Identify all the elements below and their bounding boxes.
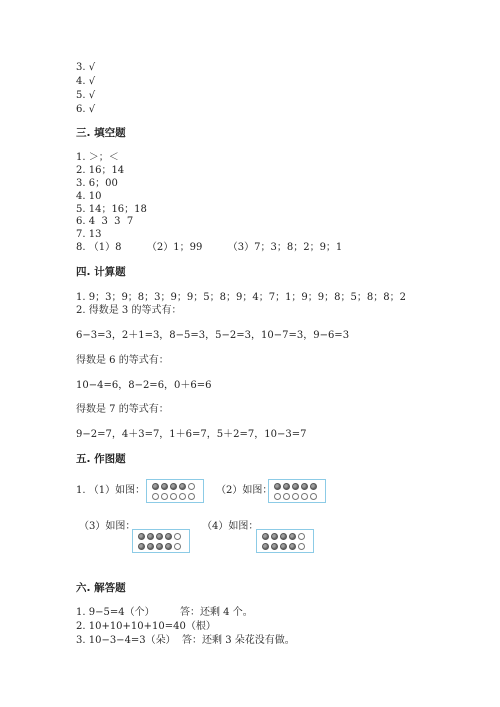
filled-circle-icon: [283, 483, 290, 490]
drawing-label: （2）如图：: [216, 485, 273, 496]
empty-circle-icon: [188, 493, 195, 500]
answer-line: 2. 16；14: [76, 165, 125, 176]
answer-line: 2. 10+10+10+10=40（根）: [76, 621, 216, 632]
empty-circle-icon: [310, 493, 317, 500]
drawing-label: （4）如图：: [202, 521, 259, 532]
empty-circle-icon: [298, 543, 305, 550]
filled-circle-icon: [152, 483, 159, 490]
empty-circle-icon: [283, 493, 290, 500]
filled-circle-icon: [262, 533, 269, 540]
empty-circle-icon: [179, 493, 186, 500]
drawing-label: （3）如图：: [79, 521, 136, 532]
filled-circle-icon: [271, 543, 278, 550]
dot-row: [138, 533, 181, 540]
empty-circle-icon: [188, 483, 195, 490]
empty-circle-icon: [174, 543, 181, 550]
section-title-word-problems: 六. 解答题: [76, 582, 126, 594]
filled-circle-icon: [138, 543, 145, 550]
drawing-label: 1. （1）如图：: [76, 485, 146, 496]
filled-circle-icon: [138, 533, 145, 540]
answer-line: 2. 得数是 3 的等式有：: [76, 305, 182, 316]
answer-line: 得数是 6 的等式有：: [76, 355, 169, 366]
empty-circle-icon: [292, 493, 299, 500]
answer-line: 3. 6；00: [76, 178, 118, 189]
filled-circle-icon: [271, 533, 278, 540]
answer-line: 3. √: [76, 62, 96, 73]
filled-circle-icon: [147, 543, 154, 550]
section-title-calculation: 四. 计算题: [76, 266, 126, 278]
dot-row: [274, 493, 317, 500]
filled-circle-icon: [161, 483, 168, 490]
answer-line: 4. 10: [76, 191, 102, 202]
answer-line: 3. 10−3−4=3（朵） 答：还剩 3 朵花没有做。: [76, 635, 295, 646]
empty-circle-icon: [152, 493, 159, 500]
answer-line: 6−3=3，2＋1=3，8−5=3，5−2=3，10−7=3，9−6=3: [76, 330, 350, 341]
filled-circle-icon: [165, 543, 172, 550]
section-title-fill-blank: 三. 填空题: [76, 127, 126, 139]
answer-line: 1. ＞；＜: [76, 152, 119, 163]
empty-circle-icon: [174, 533, 181, 540]
filled-circle-icon: [310, 483, 317, 490]
answer-line: 9−2=7，4＋3=7，1＋6=7，5＋2=7，10−3=7: [76, 429, 307, 440]
filled-circle-icon: [292, 483, 299, 490]
filled-circle-icon: [274, 483, 281, 490]
filled-circle-icon: [156, 533, 163, 540]
filled-circle-icon: [262, 543, 269, 550]
dot-row: [274, 483, 317, 490]
dot-frame: [256, 529, 314, 553]
dot-row: [152, 493, 195, 500]
answer-line: 6. √: [76, 104, 96, 115]
empty-circle-icon: [301, 493, 308, 500]
answer-line: 8. （1）8 （2）1；99 （3）7；3；8；2；9；1: [76, 242, 343, 253]
filled-circle-icon: [280, 543, 287, 550]
answer-line: 1. 9−5=4（个） 答：还剩 4 个。: [76, 607, 253, 618]
dot-frame: [132, 529, 190, 553]
empty-circle-icon: [274, 493, 281, 500]
filled-circle-icon: [280, 533, 287, 540]
filled-circle-icon: [147, 533, 154, 540]
answer-line: 1. 9；3；9；8；3；9；9；5；8；9；4；7；1；9；9；8；5；8；8；2: [76, 292, 406, 303]
answer-line: 10−4=6，8−2=6，0＋6=6: [76, 380, 212, 391]
dot-row: [262, 543, 305, 550]
filled-circle-icon: [289, 533, 296, 540]
filled-circle-icon: [165, 533, 172, 540]
answer-line: 5. 14；16；18: [76, 204, 147, 215]
dot-row: [262, 533, 305, 540]
answer-line: 7. 13: [76, 229, 102, 240]
filled-circle-icon: [289, 543, 296, 550]
filled-circle-icon: [170, 483, 177, 490]
answer-line: 得数是 7 的等式有：: [76, 404, 169, 415]
dot-frame: [146, 479, 204, 503]
answer-line: 4. √: [76, 76, 96, 87]
empty-circle-icon: [161, 493, 168, 500]
dot-row: [138, 543, 181, 550]
answer-line: 5. √: [76, 90, 96, 101]
dot-row: [152, 483, 195, 490]
filled-circle-icon: [301, 483, 308, 490]
empty-circle-icon: [298, 533, 305, 540]
answer-line: 6. 4 3 3 7: [76, 216, 134, 227]
section-title-drawing: 五. 作图题: [76, 453, 126, 465]
filled-circle-icon: [156, 543, 163, 550]
empty-circle-icon: [170, 493, 177, 500]
dot-frame: [268, 479, 326, 503]
filled-circle-icon: [179, 483, 186, 490]
